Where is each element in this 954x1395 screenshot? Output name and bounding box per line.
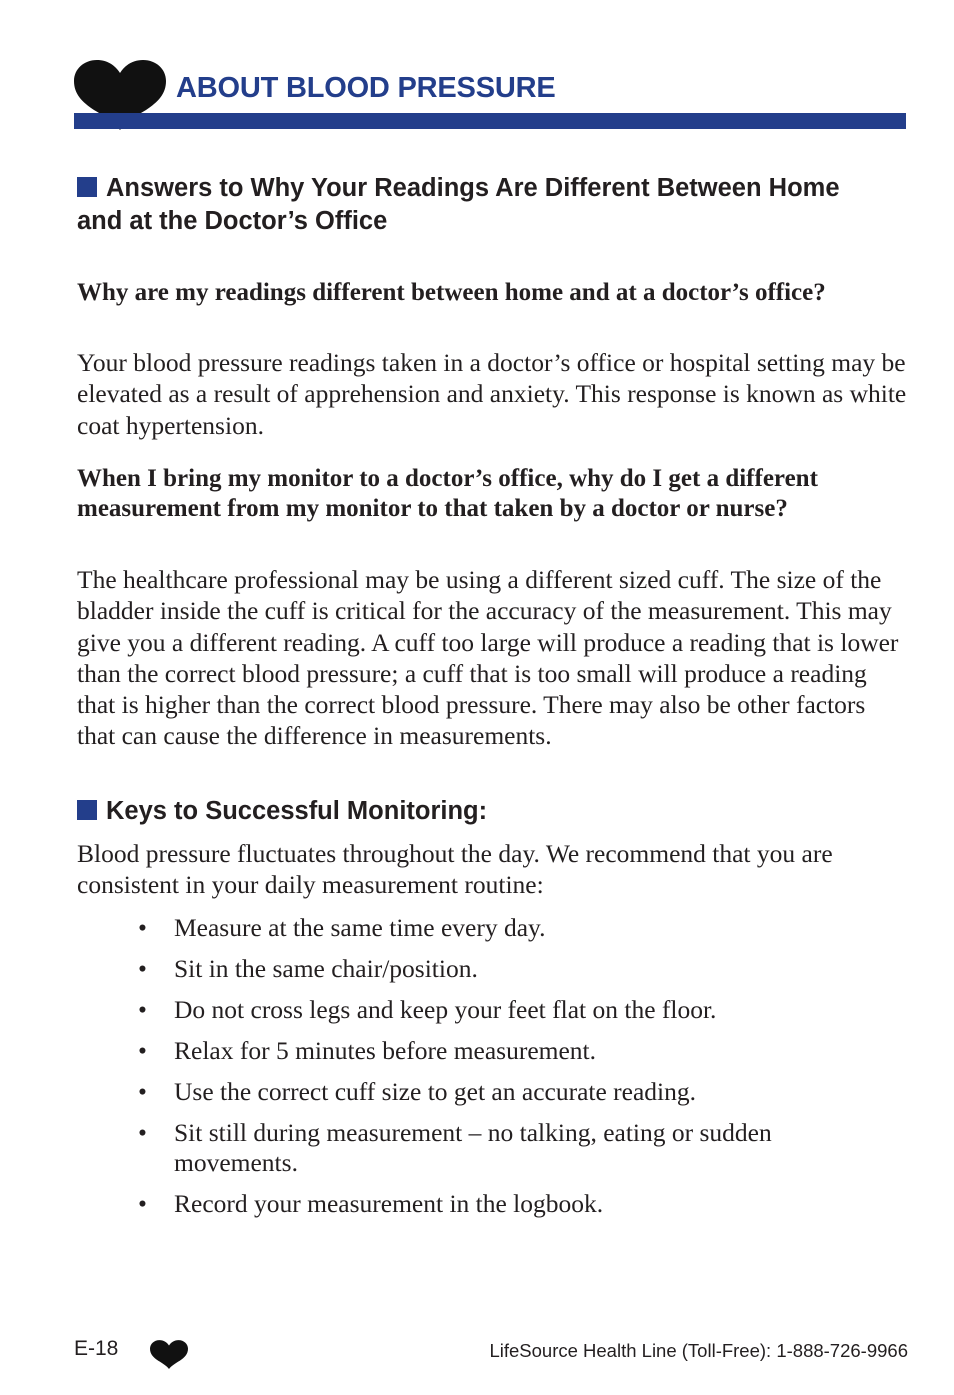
- header-rule: [74, 113, 906, 129]
- answer-2: The healthcare professional may be using a different sized cuff. The size of the bladder inside the cuff is critical for the accuracy of the measurement. This may give you a different reading. A cuff too large will produce a reading that is lower than the correct blood pressure; a cuff that is too small will produce a reading that is higher than the correct blood pressure. There may also be other factors that can cause the difference in measurements.: [77, 565, 899, 751]
- list-item: [136, 995, 856, 1025]
- bullet-dot: •: [138, 913, 147, 942]
- heart-icon: [150, 1340, 188, 1370]
- page-header: [74, 58, 906, 130]
- bullet-dot: •: [138, 954, 147, 983]
- tips-list: [136, 913, 856, 1230]
- section-heading-text: Answers to Why Your Readings Are Different Between Home and at the Doctor’s Office: [77, 174, 840, 235]
- section-heading-keys: [77, 795, 877, 828]
- page-number: E-18: [74, 1337, 119, 1360]
- list-item: [136, 1077, 856, 1107]
- list-item: [136, 1189, 856, 1219]
- bullet-dot: •: [138, 995, 147, 1024]
- list-item-text: Record your measurement in the logbook.: [174, 1189, 604, 1218]
- bullet-dot: •: [138, 1189, 147, 1218]
- list-item-text: Sit in the same chair/position.: [174, 954, 478, 983]
- answer-1: Your blood pressure readings taken in a doctor’s office or hospital setting may be elevated as a result of apprehension and anxiety. This response is known as white coat hypertension.: [77, 348, 907, 440]
- list-item-text: Measure at the same time every day.: [174, 913, 546, 942]
- page-title: ABOUT BLOOD PRESSURE: [176, 72, 556, 104]
- list-item: [136, 1036, 856, 1066]
- square-bullet-icon: [77, 800, 97, 820]
- list-item: [136, 1118, 856, 1178]
- bullet-dot: •: [138, 1118, 147, 1147]
- list-item-text: Do not cross legs and keep your feet flat on the floor.: [174, 995, 717, 1024]
- list-item-text: Relax for 5 minutes before measurement.: [174, 1036, 597, 1065]
- question-1: Why are my readings different between home and at a doctor’s office?: [77, 279, 826, 306]
- square-bullet-icon: [77, 177, 97, 197]
- bullet-dot: •: [138, 1036, 147, 1065]
- list-item: [136, 913, 856, 943]
- list-item: [136, 954, 856, 984]
- bullet-dot: •: [138, 1077, 147, 1106]
- section-heading-text: Keys to Successful Monitoring:: [106, 797, 488, 825]
- keys-intro: Blood pressure fluctuates throughout the day. We recommend that you are consistent in your daily measurement routine:: [77, 839, 833, 900]
- question-2: When I bring my monitor to a doctor’s office, why do I get a different measurement from my monitor to that taken by a doctor or nurse?: [77, 465, 818, 522]
- footer-contact: LifeSource Health Line (Toll-Free): 1-888-726-9966: [489, 1340, 908, 1361]
- list-item-text: Sit still during measurement – no talking, eating or sudden movements.: [174, 1118, 772, 1177]
- section-heading-answers: [77, 172, 877, 238]
- list-item-text: Use the correct cuff size to get an accurate reading.: [174, 1077, 697, 1106]
